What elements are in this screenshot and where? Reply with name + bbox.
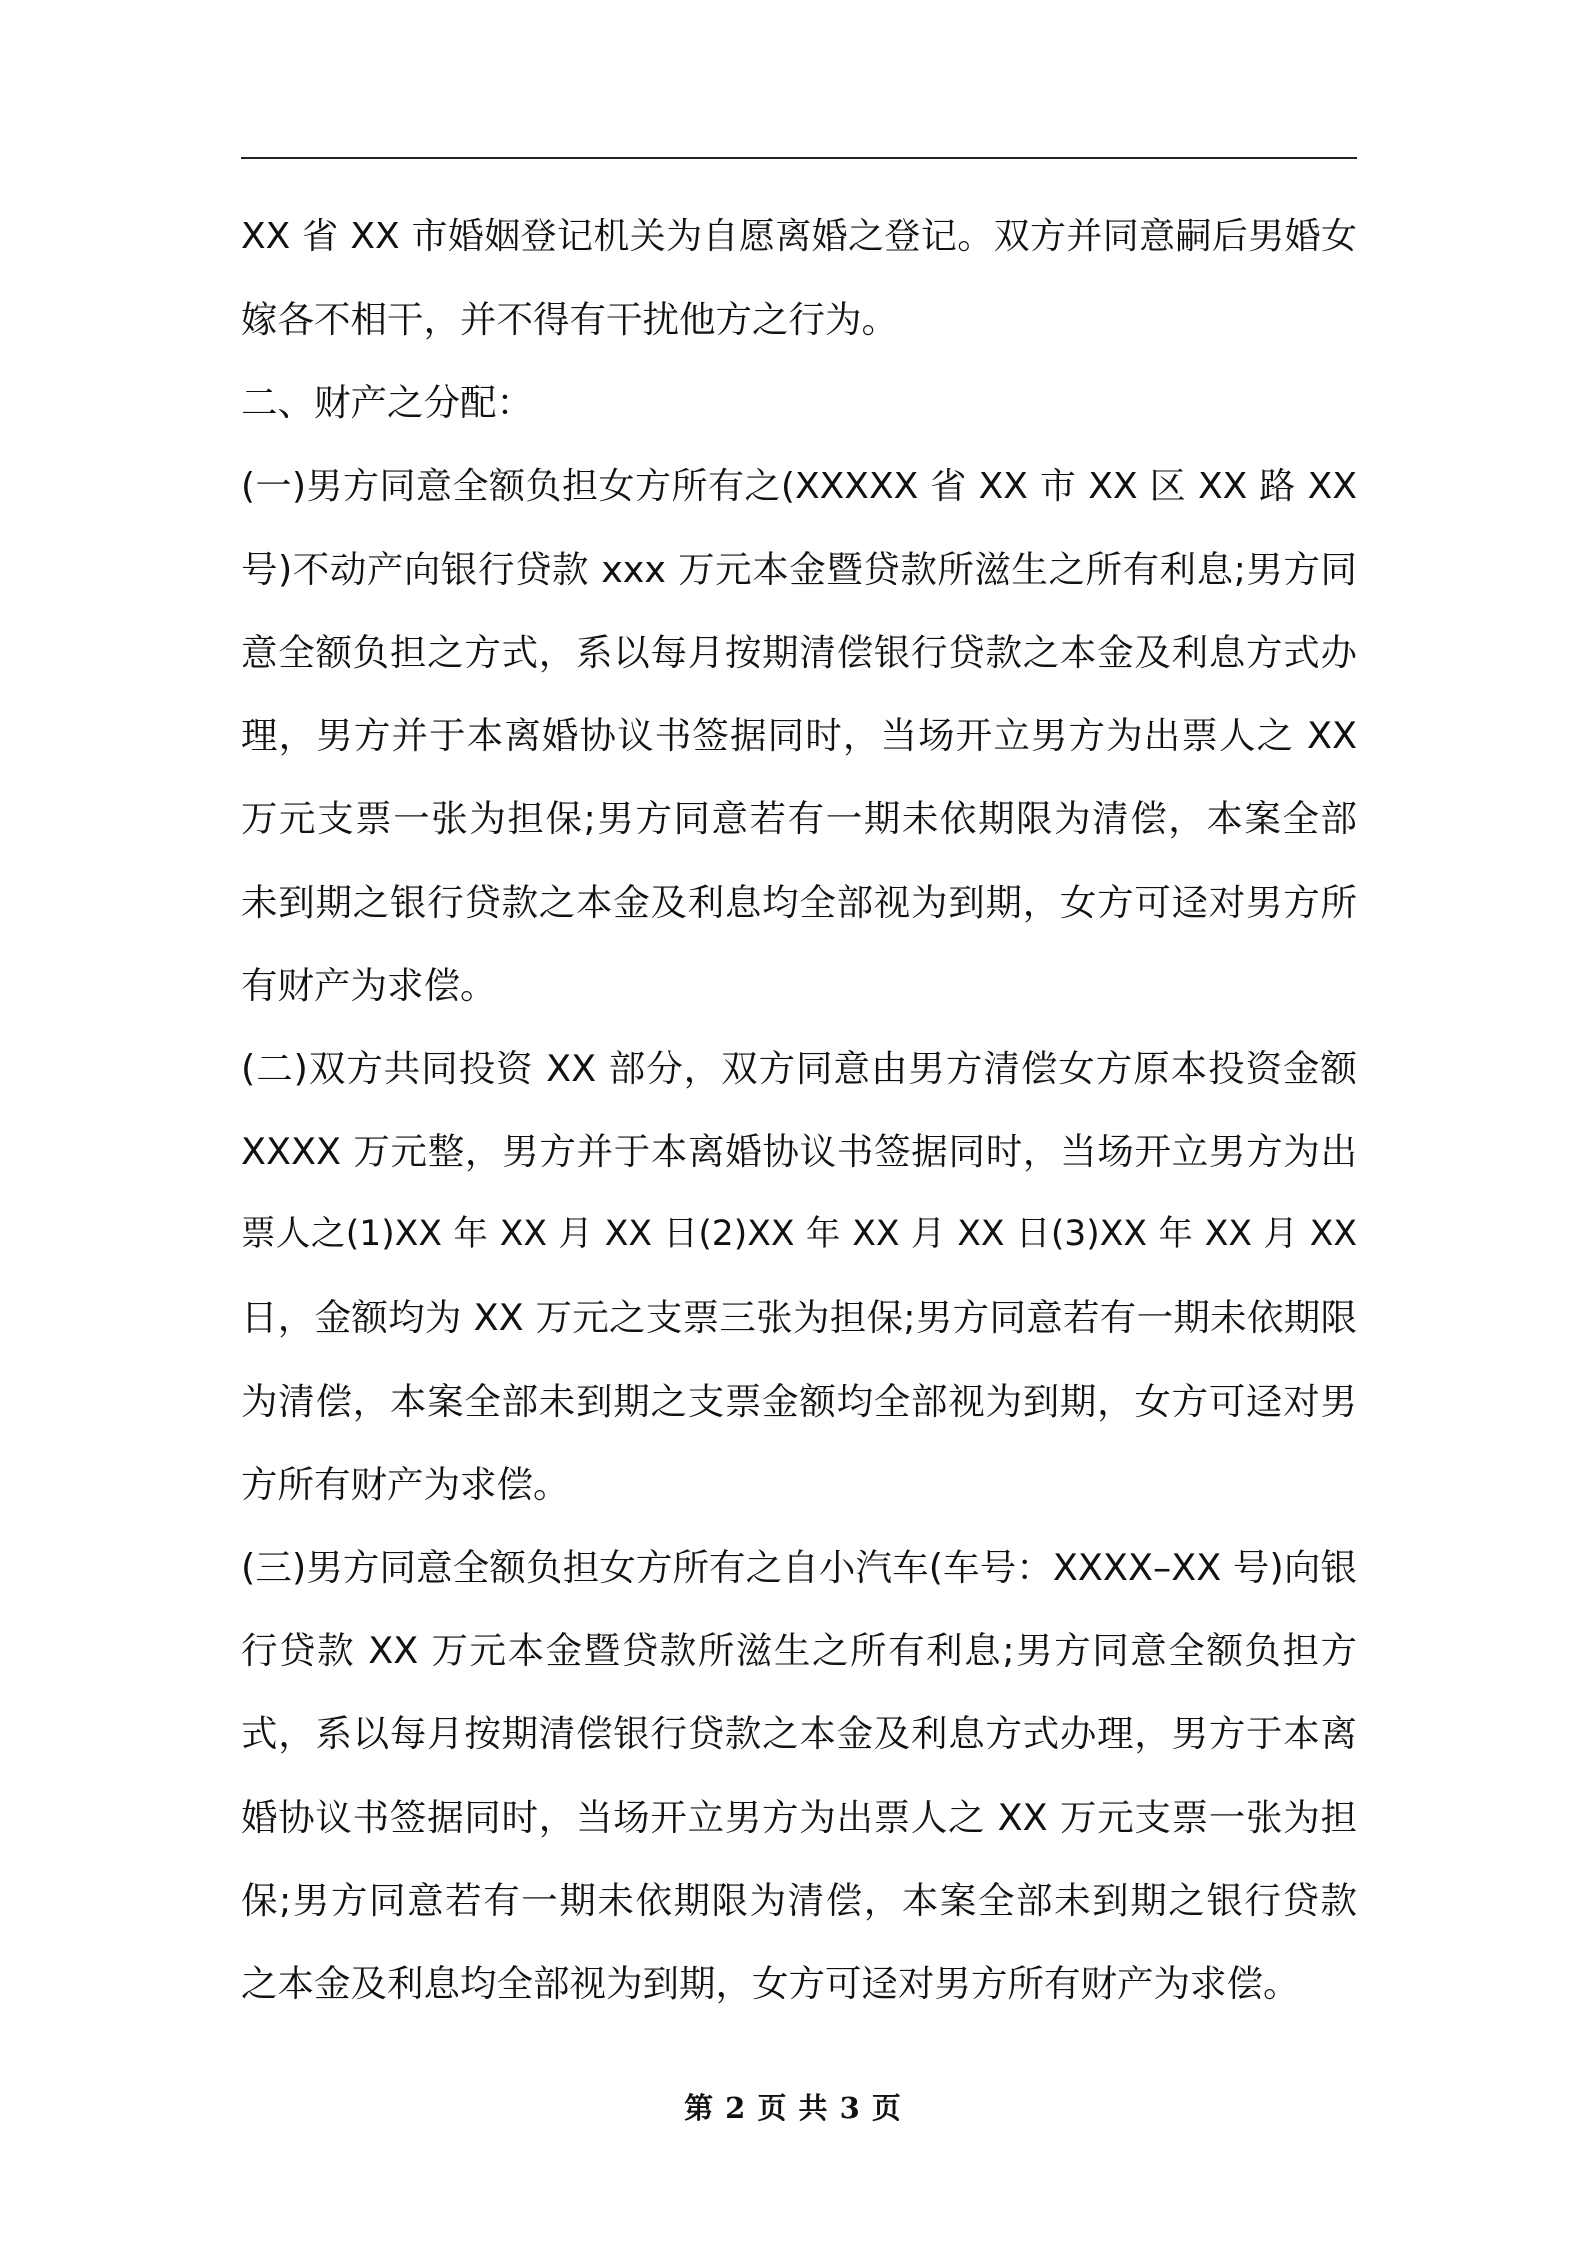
text-line: 方所有财产为求偿。 <box>241 1462 570 1506</box>
text-line: 婚协议书签据同时，当场开立男方为出票人之 XX 万元支票一张为担 <box>241 1795 1357 1839</box>
text-line: 未到期之银行贷款之本金及利息均全部视为到期，女方可迳对男方所 <box>241 880 1357 924</box>
text-line: 保;男方同意若有一期未依期限为清偿，本案全部未到期之银行贷款 <box>241 1878 1358 1922</box>
text-line: (二)双方共同投资 XX 部分，双方同意由男方清偿女方原本投资金额 <box>241 1046 1357 1090</box>
text-line: 式，系以每月按期清偿银行贷款之本金及利息方式办理，男方于本离 <box>241 1712 1357 1756</box>
text-line: 二、财产之分配： <box>241 381 533 425</box>
text-line: 万元支票一张为担保;男方同意若有一期未依期限为清偿，本案全部 <box>241 797 1357 841</box>
text-line: 日，金额均为 XX 万元之支票三张为担保;男方同意若有一期未依期限 <box>241 1296 1357 1340</box>
text-line: 有财产为求偿。 <box>241 963 497 1007</box>
text-line: 号)不动产向银行贷款 xxx 万元本金暨贷款所滋生之所有利息;男方同 <box>241 547 1357 591</box>
text-line: XX 省 XX 市婚姻登记机关为自愿离婚之登记。双方并同意嗣后男婚女 <box>241 216 1357 257</box>
page-footer: 第 2 页 共 3 页 <box>684 2091 902 2125</box>
text-line: 为清偿，本案全部未到期之支票金额均全部视为到期，女方可迳对男 <box>241 1379 1357 1423</box>
text-line: 理，男方并于本离婚协议书签据同时，当场开立男方为出票人之 XX <box>241 714 1357 758</box>
text-line: 嫁各不相干，并不得有干扰他方之行为。 <box>241 298 898 342</box>
text-line: 意全额负担之方式，系以每月按期清偿银行贷款之本金及利息方式办 <box>241 630 1357 674</box>
header-rule <box>241 157 1357 159</box>
text-line: 票人之(1)XX 年 XX 月 XX 日(2)XX 年 XX 月 XX 日(3)XX 年 XX 月 XX <box>241 1214 1357 1255</box>
text-line: (三)男方同意全额负担女方所有之自小汽车(车号：XXXX–XX 号)向银 <box>241 1546 1357 1589</box>
body-text <box>241 195 1357 2025</box>
text-line: (一)男方同意全额负担女方所有之(XXXXX 省 XX 市 XX 区 XX 路 XX <box>241 465 1357 507</box>
text-line: XXXX 万元整，男方并于本离婚协议书签据同时，当场开立男方为出 <box>241 1130 1357 1174</box>
text-line: 行贷款 XX 万元本金暨贷款所滋生之所有利息;男方同意全额负担方 <box>241 1629 1357 1673</box>
text-line: 之本金及利息均全部视为到期，女方可迳对男方所有财产为求偿。 <box>241 1961 1300 2005</box>
